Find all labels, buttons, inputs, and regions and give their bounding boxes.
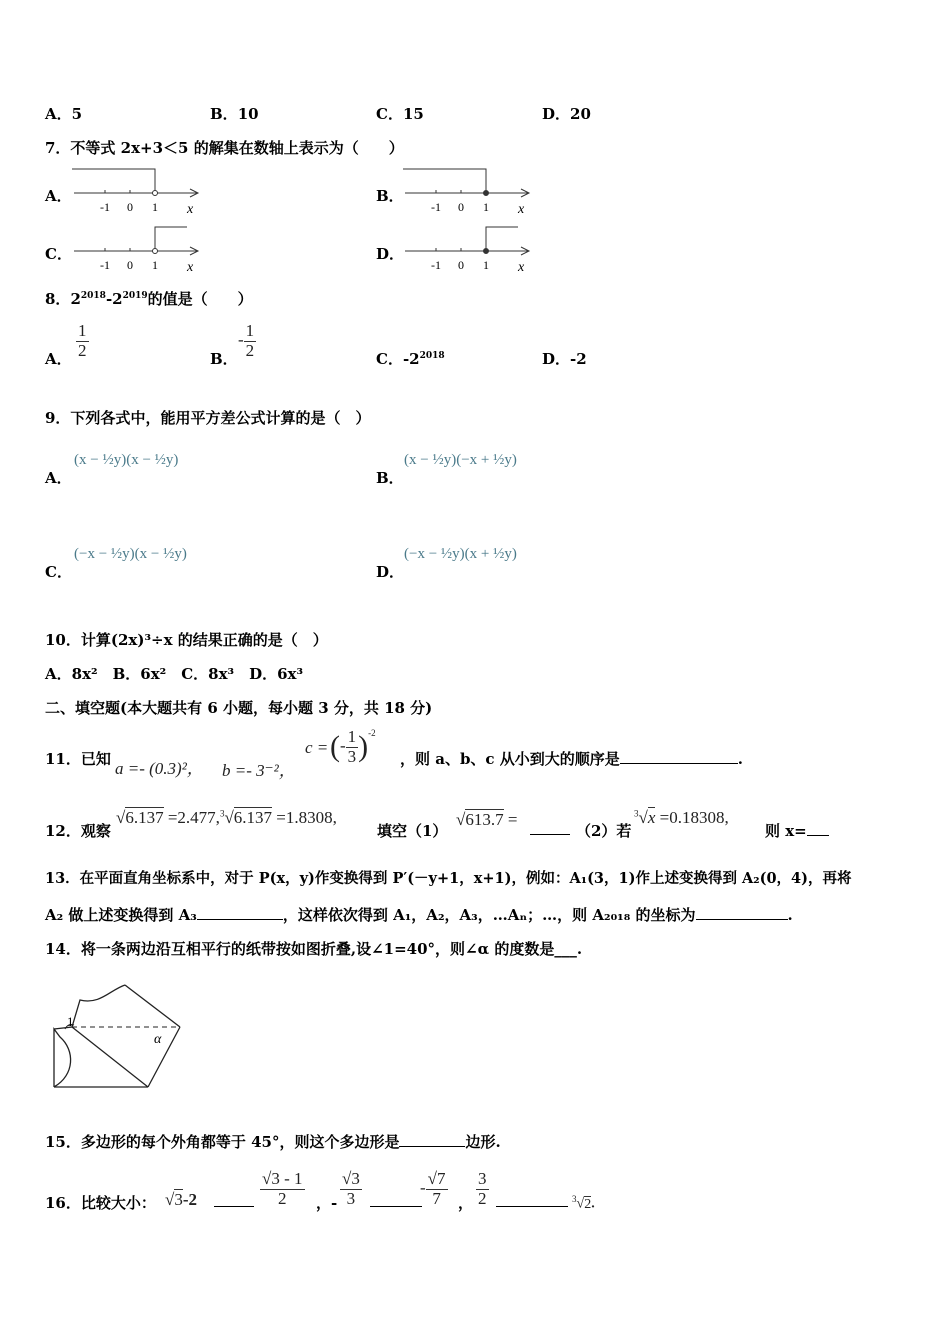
svg-text:-1: -1 [431, 258, 441, 272]
q12-radical-3: √613.7 = [456, 810, 518, 829]
axis-x: x [187, 202, 194, 217]
q8-option-b-value: - $\frac{1}{2}$ [238, 321, 255, 360]
q16-fraction-2: $\frac{√3}{3}$ [342, 1169, 360, 1208]
q12-prefix: 12．观察 [45, 822, 111, 840]
q7-option-b-label: B． [376, 187, 404, 205]
q12-suffix: 则 x= [765, 820, 829, 841]
q16-blank-3[interactable] [496, 1192, 568, 1207]
q16-fraction-1: $\frac{√3 - 1}{2}$ [262, 1169, 303, 1208]
q11-b: b =- 3⁻²， [222, 761, 296, 780]
q11-a: a =- (0.3)²， [115, 759, 204, 778]
q13-blank-1[interactable] [197, 905, 283, 920]
q7-option-c-label: C． [45, 245, 72, 263]
q12-equation-1: √6.137 =2.477,$^3$√6.137 =1.8308, [116, 808, 337, 827]
q12-fill-2: （2）若 [576, 822, 632, 840]
q11-prefix: 11．已知 [45, 750, 111, 768]
q7-number-line-b [403, 165, 538, 217]
q13-line-1: 13．在平面直角坐标系中，对于 P(x，y)作变换得到 P′(－y+1，x+1)，例如：A₁(3，1)作上述变换得到 A₂(0，4)，再将 [45, 870, 852, 887]
q8-option-c: C．$-2^{2018}$ [376, 350, 445, 368]
svg-text:1: 1 [152, 258, 158, 272]
q16-sep-2: ， [458, 1194, 474, 1212]
q9-option-b-label: B． [376, 469, 404, 487]
tick-1: 1 [152, 200, 158, 214]
q16-fraction-4: $\frac{3}{2}$ [478, 1169, 487, 1208]
q11-c-left: c = [305, 738, 329, 757]
q16-part-1: √3-2 [165, 1190, 198, 1209]
q14-stem: 14．将一条两边沿互相平行的纸带按如图折叠,设∠1=40°，则∠α 的度数是___. [45, 940, 583, 958]
q9-option-d-label: D． [376, 563, 405, 581]
q9-option-c-expr: (−x − ½y)(x − ½y) [74, 546, 187, 562]
q16-sep-1: ，- [316, 1194, 338, 1212]
q11-suffix: ，则 a、b、c 从小到大的顺序是 . [400, 750, 744, 768]
q8-stem: 8．$2^{2018}-2^{2019}$的值是（ ） [45, 290, 253, 308]
q12-blank-1[interactable] [530, 820, 570, 835]
q15-blank[interactable] [399, 1132, 465, 1147]
q7-number-line-a [72, 165, 207, 217]
q12-blank-2[interactable] [807, 821, 829, 836]
q9-option-a-label: A． [45, 469, 72, 487]
angle-alpha-label: α [154, 1032, 162, 1047]
q7-option-a-label: A． [45, 187, 72, 205]
q16-last-radical: $^3$√2. [572, 1194, 595, 1212]
q16-fraction-3: - $\frac{√7}{7}$ [420, 1169, 446, 1208]
svg-text:0: 0 [458, 258, 464, 272]
q12-fill-1: 填空（1） [377, 822, 448, 840]
svg-text:x: x [187, 260, 194, 275]
svg-text:0: 0 [458, 200, 464, 214]
q14-folded-strip-figure [50, 975, 190, 1095]
svg-text:x: x [518, 202, 525, 217]
q7-number-line-d [403, 223, 538, 275]
angle-1-label: 1 [67, 1014, 74, 1029]
q13-blank-2[interactable] [696, 905, 788, 920]
q6-option-a: A．5 [45, 105, 83, 123]
q16-blank-2[interactable] [370, 1192, 422, 1207]
svg-text:1: 1 [483, 200, 489, 214]
q9-option-d-expr: (−x − ½y)(x + ½y) [404, 546, 517, 562]
q6-option-c: C．15 [376, 105, 424, 123]
q10-options: A．8x² B．6x² C．8x³ D．6x³ [45, 665, 304, 683]
q16-prefix: 16．比较大小： [45, 1194, 156, 1212]
q8-option-b-label: B． [210, 350, 238, 368]
q15-stem: 15．多边形的每个外角都等于 45°，则这个多边形是 边形. [45, 1133, 501, 1151]
q8-option-a-value: $\frac{1}{2}$ [78, 321, 87, 360]
q8-option-d: D．-2 [542, 350, 587, 368]
q16-blank-1[interactable] [214, 1192, 254, 1207]
q6-option-b: B．10 [210, 105, 259, 123]
svg-text:-1: -1 [100, 258, 110, 272]
q11-answer-blank[interactable] [620, 749, 738, 764]
q7-stem: 7．不等式 2x+3＜5 的解集在数轴上表示为（ ） [45, 139, 404, 157]
svg-text:x: x [518, 260, 525, 275]
q9-option-c-label: C． [45, 563, 72, 581]
svg-text:1: 1 [483, 258, 489, 272]
q7-option-d-label: D． [376, 245, 405, 263]
q12-radical-4: $^3$√x =0.18308, [634, 808, 729, 827]
q9-option-b-expr: (x − ½y)(−x + ½y) [404, 452, 517, 468]
q9-option-a-expr: (x − ½y)(x − ½y) [74, 452, 179, 468]
q6-option-d: D．20 [542, 105, 591, 123]
q11-c-value: (- $\frac{1}{3}$ )$^{-2}$ [330, 727, 376, 766]
q13-line-2: A₂ 做上述变换得到 A₃ ，这样依次得到 A₁，A₂，A₃，…Aₙ；…，则 A₂₀₁₈ 的坐标为 . [45, 906, 793, 924]
q10-stem: 10．计算(2x)³÷x 的结果正确的是（ ） [45, 631, 328, 649]
tick-0: 0 [127, 200, 133, 214]
section-2-heading: 二、填空题(本大题共有 6 小题，每小题 3 分，共 18 分) [45, 699, 433, 717]
q8-option-a-label: A． [45, 350, 72, 368]
q7-number-line-c [72, 223, 207, 275]
svg-text:0: 0 [127, 258, 133, 272]
tick-neg1: -1 [100, 200, 110, 214]
q9-stem: 9．下列各式中，能用平方差公式计算的是（ ） [45, 409, 371, 427]
svg-text:-1: -1 [431, 200, 441, 214]
